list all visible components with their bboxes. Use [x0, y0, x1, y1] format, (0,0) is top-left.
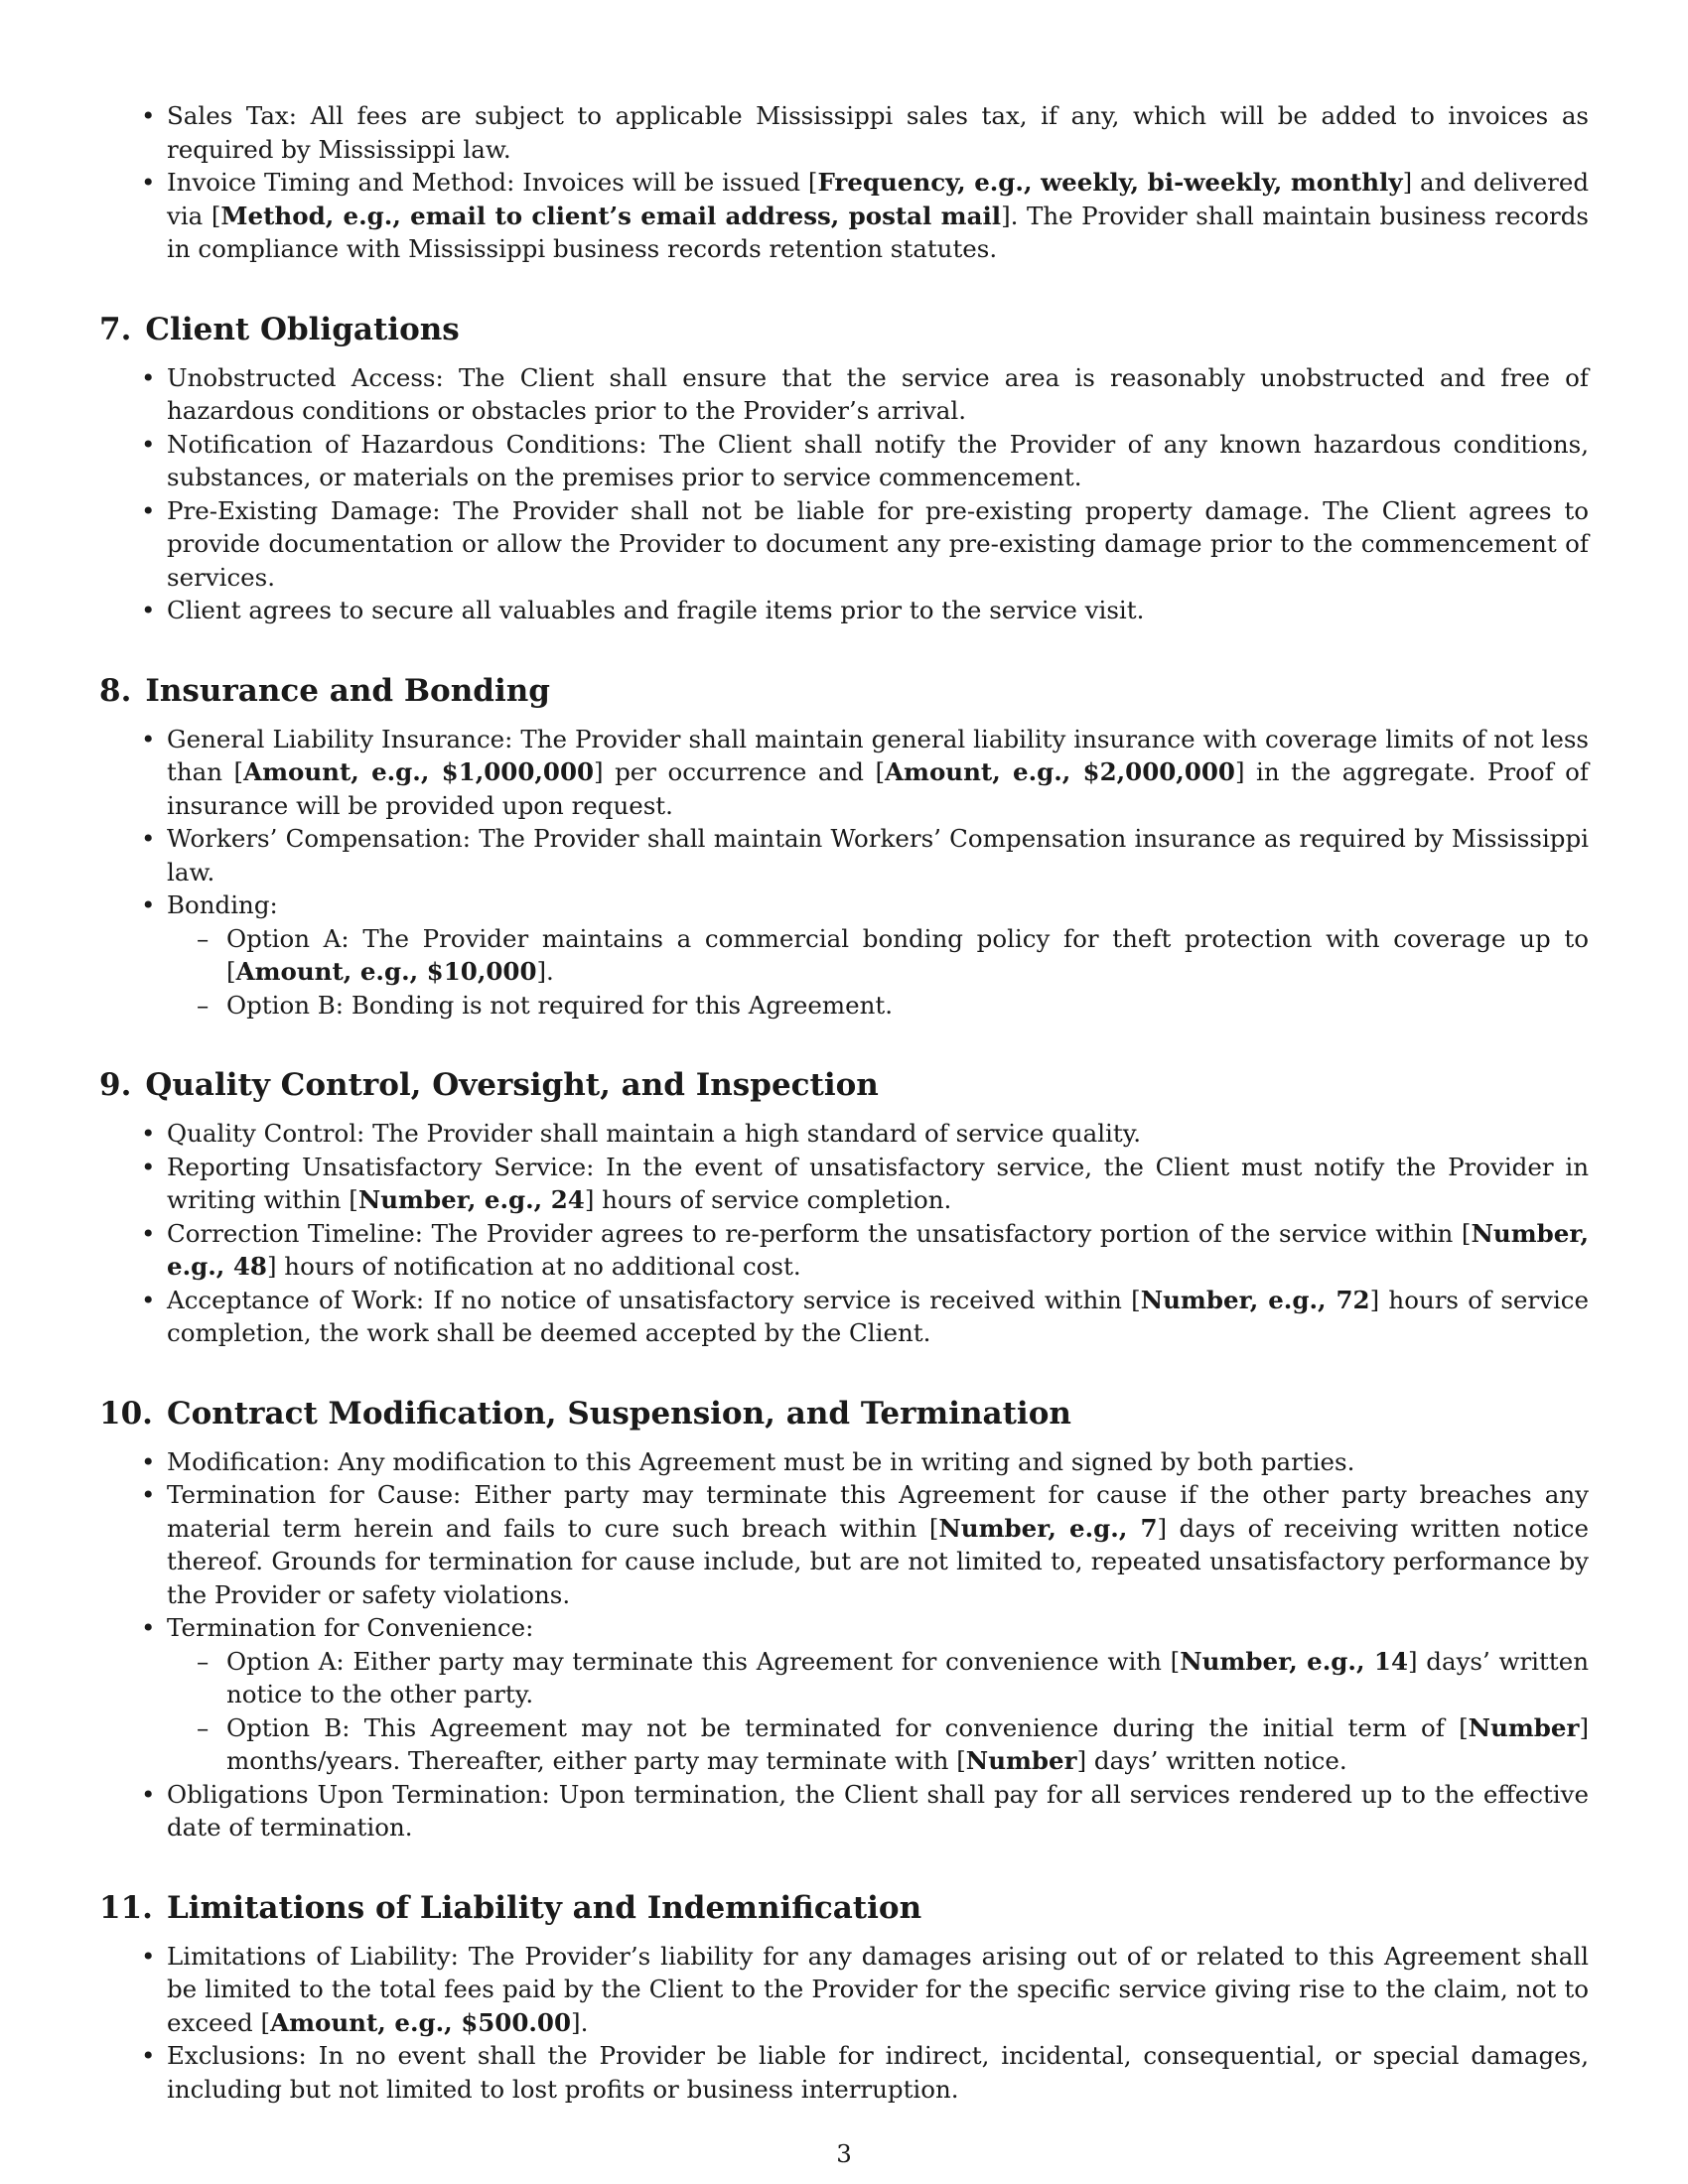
section-number: 9.	[99, 1067, 132, 1103]
text-segment: Option A: Either party may terminate this Agreement for convenience with [	[226, 1646, 1181, 1676]
list-item	[167, 1217, 1589, 1284]
section-11	[99, 1888, 1589, 2107]
section-title: Limitations of Liability and Indemnification	[166, 1889, 922, 1926]
list-item	[167, 1778, 1589, 1844]
text-segment: Notification of Hazardous Conditions: The Client shall notify the Provider of any known hazardous conditions, substances, or materials on the premises prior to service commencement.	[167, 429, 1589, 491]
text-segment: Sales Tax: All fees are subject to applicable Mississippi sales tax, if any, which will be added to invoices as required by Mississippi law.	[167, 101, 1589, 164]
placeholder-field: Amount, e.g., $500.00	[270, 2007, 572, 2037]
text-segment: General Liability Insurance: The Provider shall maintain general liability insurance with coverage limits of not less than [	[167, 724, 1589, 786]
placeholder-field: Number, e.g., 14	[1180, 1646, 1409, 1676]
section-title: Contract Modification, Suspension, and Termination	[166, 1395, 1071, 1432]
list-item	[167, 166, 1589, 266]
text-segment: ] days’ written notice.	[1076, 1746, 1347, 1775]
text-segment: ]. The Provider shall maintain business records in compliance with Mississippi business records retention statutes.	[167, 201, 1589, 263]
text-segment: Client agrees to secure all valuables and fragile items prior to the service visit.	[167, 596, 1145, 624]
sub-list-item	[226, 1711, 1589, 1778]
page-number: 3	[836, 2139, 852, 2168]
list-item	[167, 1611, 1589, 1778]
text-segment: ].	[571, 2007, 589, 2037]
text-segment: Bonding:	[167, 890, 278, 919]
text-segment: ] and delivered via [	[167, 168, 1589, 230]
text-segment: Option A: The Provider maintains a commercial bonding policy for theft protection with coverage up to [	[226, 923, 1589, 986]
bullet-list	[99, 1117, 1589, 1350]
section-title: Quality Control, Oversight, and Inspection	[145, 1067, 879, 1103]
text-segment: Quality Control: The Provider shall maintain a high standard of service quality.	[167, 1119, 1142, 1148]
placeholder-field: Number, e.g., 48	[167, 1218, 1589, 1281]
section-title: Insurance and Bonding	[145, 672, 550, 709]
text-segment: Reporting Unsatisfactory Service: In the event of unsatisfactory service, the Client must notify the Provider in writing within [	[167, 1152, 1589, 1214]
bullet-list	[99, 361, 1589, 627]
text-segment: Invoice Timing and Method: Invoices will be issued [	[167, 168, 818, 197]
section-8	[99, 671, 1589, 1023]
bullet-list	[99, 1445, 1589, 1844]
list-item	[167, 1478, 1589, 1611]
section-heading	[99, 1394, 1589, 1433]
list-item	[167, 1940, 1589, 2040]
text-segment: Termination for Convenience:	[167, 1613, 534, 1642]
text-segment: ] hours of notification at no additional cost.	[266, 1252, 801, 1281]
section-9	[99, 1065, 1589, 1350]
text-segment: ].	[536, 957, 554, 986]
text-segment: Option B: Bonding is not required for this Agreement.	[226, 990, 894, 1020]
placeholder-field: Number	[1468, 1712, 1580, 1742]
text-segment: Termination for Cause: Either party may terminate this Agreement for cause if the other party breaches any material term herein and fails to cure such breach within [	[167, 1480, 1589, 1543]
text-segment: ] per occurrence and [	[594, 757, 886, 786]
section-heading	[99, 310, 1589, 349]
sub-bullet-list	[167, 922, 1589, 1023]
list-item	[167, 99, 1589, 166]
bullet-list	[99, 1940, 1589, 2107]
list-item	[167, 1445, 1589, 1479]
sub-list-item	[226, 1645, 1589, 1711]
text-segment: ] months/years. Thereafter, either party may terminate with [	[226, 1712, 1589, 1775]
text-segment: ] in the aggregate. Proof of insurance will be provided upon request.	[167, 757, 1589, 820]
section-heading	[99, 671, 1589, 711]
section-heading	[99, 1888, 1589, 1928]
text-segment: Option B: This Agreement may not be terminated for convenience during the initial term of [	[226, 1712, 1469, 1742]
placeholder-field: Method, e.g., email to client’s email address, postal mail	[220, 201, 1002, 230]
text-segment: Unobstructed Access: The Client shall ensure that the service area is reasonably unobstructed and free of hazardous conditions or obstacles prior to the Provider’s arrival.	[167, 362, 1589, 425]
text-segment: ] days of receiving written notice thereof. Grounds for termination for cause include, but are not limited to, repeated unsatisfactory performance by the Provider or safety violations.	[167, 1513, 1589, 1609]
section-title: Client Obligations	[145, 311, 460, 347]
text-segment: Obligations Upon Termination: Upon termination, the Client shall pay for all services rendered up to the effective date of termination.	[167, 1779, 1589, 1842]
placeholder-field: Number, e.g., 24	[357, 1185, 585, 1214]
list-item	[167, 822, 1589, 888]
sub-bullet-list	[167, 1645, 1589, 1778]
text-segment: Pre-Existing Damage: The Provider shall not be liable for pre-existing property damage. The Client agrees to provide documentation or allow the Provider to document any pre-existing damage prior to the commencement of services.	[167, 495, 1589, 592]
placeholder-field: Number, e.g., 7	[938, 1513, 1158, 1543]
text-segment: ] hours of service completion, the work shall be deemed accepted by the Client.	[167, 1285, 1590, 1347]
list-item	[167, 428, 1589, 494]
bullet-list	[99, 723, 1589, 1023]
placeholder-field: Amount, e.g., $2,000,000	[885, 757, 1235, 786]
section-10	[99, 1394, 1589, 1844]
section-7	[99, 310, 1589, 627]
sub-list-item	[226, 922, 1589, 989]
section-number: 7.	[99, 311, 132, 347]
section-number: 10.	[99, 1395, 153, 1432]
list-item	[167, 361, 1589, 428]
list-item	[167, 723, 1589, 823]
text-segment: Acceptance of Work: If no notice of unsatisfactory service is received within [	[167, 1285, 1141, 1314]
text-segment: Correction Timeline: The Provider agrees to re-perform the unsatisfactory portion of the service within [	[167, 1218, 1472, 1248]
text-segment: ] days’ written notice to the other party.	[226, 1646, 1589, 1708]
sections-container	[99, 310, 1589, 2107]
text-segment: Modification: Any modification to this Agreement must be in writing and signed by both parties.	[167, 1446, 1355, 1476]
placeholder-field: Frequency, e.g., weekly, bi-weekly, monthly	[817, 168, 1403, 197]
list-item	[167, 888, 1589, 1022]
list-item	[167, 494, 1589, 595]
text-segment: Exclusions: In no event shall the Provider be liable for indirect, incidental, consequential, or special damages, including but not limited to lost profits or business interruption.	[167, 2041, 1589, 2104]
document-page	[99, 99, 1589, 2106]
text-segment: Limitations of Liability: The Provider’s liability for any damages arising out of or related to this Agreement shall be limited to the total fees paid by the Client to the Provider for the specific service giving rise to the claim, not to exceed [	[167, 1941, 1589, 2037]
intro-bullet-list	[99, 99, 1589, 266]
text-segment: Workers’ Compensation: The Provider shall maintain Workers’ Compensation insurance as required by Mississippi law.	[167, 824, 1589, 887]
section-number: 8.	[99, 672, 132, 709]
placeholder-field: Number	[965, 1746, 1077, 1775]
placeholder-field: Number, e.g., 72	[1140, 1285, 1370, 1314]
section-number: 11.	[99, 1889, 153, 1926]
list-item	[167, 2039, 1589, 2106]
list-item	[167, 1151, 1589, 1217]
placeholder-field: Amount, e.g., $10,000	[235, 957, 537, 986]
placeholder-field: Amount, e.g., $1,000,000	[243, 757, 595, 786]
list-item	[167, 1284, 1589, 1350]
section-heading	[99, 1065, 1589, 1105]
text-segment: ] hours of service completion.	[584, 1185, 952, 1214]
sub-list-item	[226, 989, 1589, 1023]
list-item	[167, 1117, 1589, 1151]
list-item	[167, 594, 1589, 627]
